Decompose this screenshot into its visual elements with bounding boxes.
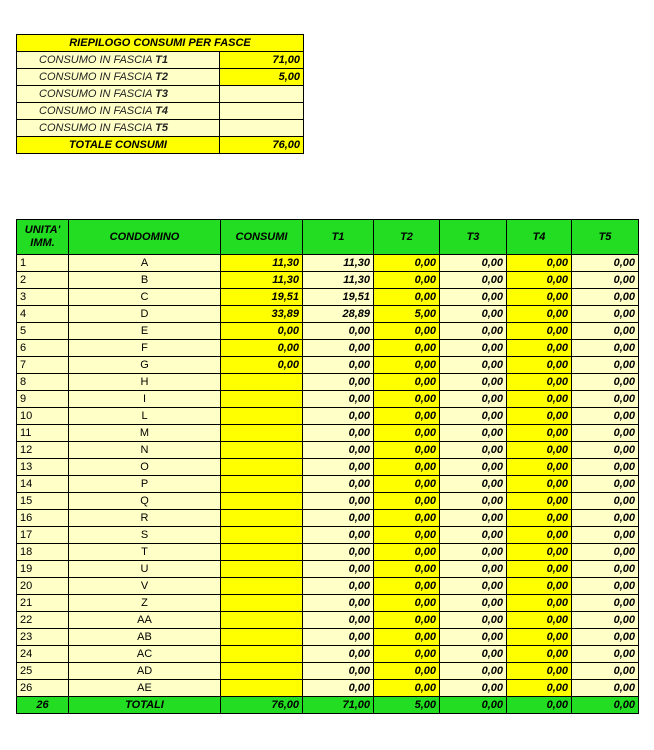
unit-cell: 25 xyxy=(17,663,69,680)
t1-cell: 0,00 xyxy=(303,561,374,578)
condomino-cell: F xyxy=(69,340,221,357)
unit-cell: 8 xyxy=(17,374,69,391)
summary-label-text: CONSUMO IN FASCIA xyxy=(39,121,153,134)
t5-cell: 0,00 xyxy=(572,289,639,306)
t4-cell: 0,00 xyxy=(507,425,572,442)
unit-cell: 26 xyxy=(17,680,69,697)
t4-cell: 0,00 xyxy=(507,391,572,408)
summary-table xyxy=(16,34,304,154)
t4-cell: 0,00 xyxy=(507,629,572,646)
consumi-cell: 33,89 xyxy=(221,306,303,323)
t3-cell: 0,00 xyxy=(440,646,507,663)
t2-cell: 0,00 xyxy=(374,629,440,646)
table-row xyxy=(17,289,639,306)
consumi-cell xyxy=(221,561,303,578)
t2-cell: 0,00 xyxy=(374,476,440,493)
consumi-cell xyxy=(221,493,303,510)
t3-cell: 0,00 xyxy=(440,323,507,340)
condomino-cell: C xyxy=(69,289,221,306)
t3-cell: 0,00 xyxy=(440,408,507,425)
t3-cell: 0,00 xyxy=(440,561,507,578)
unit-cell: 21 xyxy=(17,595,69,612)
t3-cell: 0,00 xyxy=(440,425,507,442)
t1-cell: 0,00 xyxy=(303,357,374,374)
t5-cell: 0,00 xyxy=(572,561,639,578)
t1-cell: 11,30 xyxy=(303,255,374,272)
t4-cell: 0,00 xyxy=(507,442,572,459)
unit-cell: 16 xyxy=(17,510,69,527)
t5-cell: 0,00 xyxy=(572,493,639,510)
summary-value xyxy=(220,120,304,137)
t3-cell: 0,00 xyxy=(440,578,507,595)
t5-cell: 0,00 xyxy=(572,323,639,340)
consumi-cell: 11,30 xyxy=(221,272,303,289)
consumi-cell: 0,00 xyxy=(221,340,303,357)
t1-cell: 0,00 xyxy=(303,323,374,340)
t1-cell: 0,00 xyxy=(303,493,374,510)
t2-cell: 0,00 xyxy=(374,595,440,612)
summary-label-text: CONSUMO IN FASCIA xyxy=(39,104,153,117)
unit-cell: 3 xyxy=(17,289,69,306)
t1-cell: 0,00 xyxy=(303,340,374,357)
unit-cell: 5 xyxy=(17,323,69,340)
t4-cell: 0,00 xyxy=(507,476,572,493)
totals-t5-cell: 0,00 xyxy=(572,697,639,714)
summary-row xyxy=(17,86,304,103)
totals-t1-cell: 71,00 xyxy=(303,697,374,714)
t4-cell: 0,00 xyxy=(507,578,572,595)
condomino-cell: G xyxy=(69,357,221,374)
t5-cell: 0,00 xyxy=(572,425,639,442)
t1-cell: 0,00 xyxy=(303,476,374,493)
consumi-cell xyxy=(221,663,303,680)
t1-cell: 19,51 xyxy=(303,289,374,306)
t1-cell: 0,00 xyxy=(303,510,374,527)
unit-cell: 10 xyxy=(17,408,69,425)
consumi-cell xyxy=(221,510,303,527)
unit-cell: 23 xyxy=(17,629,69,646)
table-row xyxy=(17,425,639,442)
table-row xyxy=(17,340,639,357)
summary-value xyxy=(220,86,304,103)
t4-cell: 0,00 xyxy=(507,374,572,391)
t5-cell: 0,00 xyxy=(572,510,639,527)
summary-total-row xyxy=(17,137,304,154)
table-row xyxy=(17,272,639,289)
totals-condomino-cell: TOTALI xyxy=(69,697,221,714)
consumi-cell xyxy=(221,527,303,544)
condomino-cell: R xyxy=(69,510,221,527)
table-row xyxy=(17,629,639,646)
consumi-cell xyxy=(221,680,303,697)
t4-cell: 0,00 xyxy=(507,408,572,425)
totals-consumi-cell: 76,00 xyxy=(221,697,303,714)
summary-row xyxy=(17,120,304,137)
unit-cell: 20 xyxy=(17,578,69,595)
summary-value: 5,00 xyxy=(220,69,304,86)
t5-cell: 0,00 xyxy=(572,680,639,697)
unit-cell: 11 xyxy=(17,425,69,442)
summary-label xyxy=(17,69,220,86)
condomino-cell: V xyxy=(69,578,221,595)
table-row xyxy=(17,476,639,493)
t3-cell: 0,00 xyxy=(440,595,507,612)
table-row xyxy=(17,680,639,697)
condomino-cell: E xyxy=(69,323,221,340)
t2-cell: 0,00 xyxy=(374,323,440,340)
unit-cell: 6 xyxy=(17,340,69,357)
column-header: T5 xyxy=(572,220,639,255)
unit-cell: 14 xyxy=(17,476,69,493)
consumi-cell xyxy=(221,646,303,663)
consumi-cell xyxy=(221,544,303,561)
totals-row xyxy=(17,697,639,714)
t1-cell: 0,00 xyxy=(303,595,374,612)
t3-cell: 0,00 xyxy=(440,493,507,510)
t2-cell: 0,00 xyxy=(374,663,440,680)
unit-cell: 15 xyxy=(17,493,69,510)
condomino-cell: I xyxy=(69,391,221,408)
consumi-cell xyxy=(221,391,303,408)
summary-value: 71,00 xyxy=(220,52,304,69)
t1-cell: 0,00 xyxy=(303,459,374,476)
column-header: T1 xyxy=(303,220,374,255)
condomino-cell: N xyxy=(69,442,221,459)
summary-fascia: T4 xyxy=(155,104,168,117)
t5-cell: 0,00 xyxy=(572,272,639,289)
summary-label-text: CONSUMO IN FASCIA xyxy=(39,87,153,100)
consumi-cell xyxy=(221,459,303,476)
t2-cell: 0,00 xyxy=(374,272,440,289)
condomino-cell: AC xyxy=(69,646,221,663)
table-row xyxy=(17,544,639,561)
t4-cell: 0,00 xyxy=(507,323,572,340)
unit-cell: 12 xyxy=(17,442,69,459)
summary-fascia: T5 xyxy=(155,121,168,134)
t3-cell: 0,00 xyxy=(440,459,507,476)
condomino-cell: H xyxy=(69,374,221,391)
condomino-cell: M xyxy=(69,425,221,442)
table-row xyxy=(17,527,639,544)
table-row xyxy=(17,374,639,391)
consumi-cell: 19,51 xyxy=(221,289,303,306)
condomino-cell: Z xyxy=(69,595,221,612)
t5-cell: 0,00 xyxy=(572,391,639,408)
summary-total-value: 76,00 xyxy=(220,137,304,154)
table-row xyxy=(17,391,639,408)
t4-cell: 0,00 xyxy=(507,493,572,510)
t1-cell: 0,00 xyxy=(303,391,374,408)
condomino-cell: AA xyxy=(69,612,221,629)
consumi-cell xyxy=(221,629,303,646)
t5-cell: 0,00 xyxy=(572,595,639,612)
condomino-cell: AE xyxy=(69,680,221,697)
t4-cell: 0,00 xyxy=(507,561,572,578)
t2-cell: 0,00 xyxy=(374,374,440,391)
t3-cell: 0,00 xyxy=(440,357,507,374)
unit-cell: 17 xyxy=(17,527,69,544)
table-row xyxy=(17,612,639,629)
t2-cell: 0,00 xyxy=(374,578,440,595)
t2-cell: 0,00 xyxy=(374,357,440,374)
t5-cell: 0,00 xyxy=(572,357,639,374)
column-header: CONDOMINO xyxy=(69,220,221,255)
unit-cell: 1 xyxy=(17,255,69,272)
table-row xyxy=(17,578,639,595)
t5-cell: 0,00 xyxy=(572,629,639,646)
column-header: T4 xyxy=(507,220,572,255)
t3-cell: 0,00 xyxy=(440,629,507,646)
condomino-cell: B xyxy=(69,272,221,289)
unit-cell: 24 xyxy=(17,646,69,663)
t3-cell: 0,00 xyxy=(440,272,507,289)
t2-cell: 0,00 xyxy=(374,527,440,544)
consumi-cell: 11,30 xyxy=(221,255,303,272)
table-row xyxy=(17,663,639,680)
t1-cell: 0,00 xyxy=(303,544,374,561)
t5-cell: 0,00 xyxy=(572,663,639,680)
t3-cell: 0,00 xyxy=(440,510,507,527)
t4-cell: 0,00 xyxy=(507,680,572,697)
unit-cell: 7 xyxy=(17,357,69,374)
t2-cell: 0,00 xyxy=(374,425,440,442)
summary-value xyxy=(220,103,304,120)
t3-cell: 0,00 xyxy=(440,391,507,408)
summary-title: RIEPILOGO CONSUMI PER FASCE xyxy=(17,35,304,52)
t1-cell: 11,30 xyxy=(303,272,374,289)
table-row xyxy=(17,357,639,374)
totals-t2-cell: 5,00 xyxy=(374,697,440,714)
t4-cell: 0,00 xyxy=(507,306,572,323)
unit-cell: 4 xyxy=(17,306,69,323)
summary-fascia: T3 xyxy=(155,87,168,100)
t4-cell: 0,00 xyxy=(507,646,572,663)
condomino-cell: L xyxy=(69,408,221,425)
t5-cell: 0,00 xyxy=(572,578,639,595)
consumption-table xyxy=(16,219,639,714)
t3-cell: 0,00 xyxy=(440,544,507,561)
t5-cell: 0,00 xyxy=(572,408,639,425)
t2-cell: 0,00 xyxy=(374,561,440,578)
t5-cell: 0,00 xyxy=(572,374,639,391)
unit-cell: 9 xyxy=(17,391,69,408)
t1-cell: 0,00 xyxy=(303,578,374,595)
t2-cell: 0,00 xyxy=(374,510,440,527)
t2-cell: 0,00 xyxy=(374,612,440,629)
table-row xyxy=(17,408,639,425)
condomino-cell: P xyxy=(69,476,221,493)
t2-cell: 0,00 xyxy=(374,680,440,697)
t2-cell: 0,00 xyxy=(374,255,440,272)
t3-cell: 0,00 xyxy=(440,612,507,629)
t3-cell: 0,00 xyxy=(440,680,507,697)
t4-cell: 0,00 xyxy=(507,255,572,272)
t5-cell: 0,00 xyxy=(572,255,639,272)
table-row xyxy=(17,561,639,578)
t4-cell: 0,00 xyxy=(507,357,572,374)
totals-t3-cell: 0,00 xyxy=(440,697,507,714)
consumi-cell xyxy=(221,612,303,629)
t1-cell: 0,00 xyxy=(303,408,374,425)
t3-cell: 0,00 xyxy=(440,527,507,544)
t1-cell: 0,00 xyxy=(303,442,374,459)
t4-cell: 0,00 xyxy=(507,663,572,680)
table-row xyxy=(17,442,639,459)
summary-row xyxy=(17,52,304,69)
consumi-cell xyxy=(221,578,303,595)
condomino-cell: AB xyxy=(69,629,221,646)
table-row xyxy=(17,510,639,527)
t4-cell: 0,00 xyxy=(507,612,572,629)
t1-cell: 0,00 xyxy=(303,612,374,629)
t3-cell: 0,00 xyxy=(440,442,507,459)
consumi-cell xyxy=(221,442,303,459)
t3-cell: 0,00 xyxy=(440,306,507,323)
condomino-cell: D xyxy=(69,306,221,323)
unit-cell: 2 xyxy=(17,272,69,289)
consumi-cell xyxy=(221,425,303,442)
t5-cell: 0,00 xyxy=(572,442,639,459)
column-header: T3 xyxy=(440,220,507,255)
t2-cell: 5,00 xyxy=(374,306,440,323)
unit-cell: 18 xyxy=(17,544,69,561)
column-header: CONSUMI xyxy=(221,220,303,255)
t1-cell: 0,00 xyxy=(303,374,374,391)
t4-cell: 0,00 xyxy=(507,595,572,612)
t4-cell: 0,00 xyxy=(507,272,572,289)
consumi-cell xyxy=(221,476,303,493)
summary-label-text: CONSUMO IN FASCIA xyxy=(39,70,153,83)
table-row xyxy=(17,646,639,663)
t5-cell: 0,00 xyxy=(572,612,639,629)
t3-cell: 0,00 xyxy=(440,476,507,493)
table-row xyxy=(17,255,639,272)
t3-cell: 0,00 xyxy=(440,663,507,680)
t5-cell: 0,00 xyxy=(572,527,639,544)
t1-cell: 0,00 xyxy=(303,663,374,680)
column-header: T2 xyxy=(374,220,440,255)
table-row xyxy=(17,493,639,510)
t3-cell: 0,00 xyxy=(440,255,507,272)
condomino-cell: A xyxy=(69,255,221,272)
totals-t4-cell: 0,00 xyxy=(507,697,572,714)
t1-cell: 28,89 xyxy=(303,306,374,323)
condomino-cell: U xyxy=(69,561,221,578)
t2-cell: 0,00 xyxy=(374,391,440,408)
t2-cell: 0,00 xyxy=(374,544,440,561)
summary-label xyxy=(17,120,220,137)
summary-label-text: CONSUMO IN FASCIA xyxy=(39,53,153,66)
t3-cell: 0,00 xyxy=(440,374,507,391)
t1-cell: 0,00 xyxy=(303,646,374,663)
t5-cell: 0,00 xyxy=(572,646,639,663)
condomino-cell: O xyxy=(69,459,221,476)
table-row xyxy=(17,306,639,323)
t2-cell: 0,00 xyxy=(374,340,440,357)
t5-cell: 0,00 xyxy=(572,340,639,357)
t4-cell: 0,00 xyxy=(507,459,572,476)
t1-cell: 0,00 xyxy=(303,425,374,442)
consumi-cell xyxy=(221,408,303,425)
consumi-cell: 0,00 xyxy=(221,357,303,374)
unit-cell: 19 xyxy=(17,561,69,578)
t2-cell: 0,00 xyxy=(374,442,440,459)
t4-cell: 0,00 xyxy=(507,544,572,561)
t1-cell: 0,00 xyxy=(303,680,374,697)
table-row xyxy=(17,459,639,476)
totals-unit-cell: 26 xyxy=(17,697,69,714)
summary-fascia: T1 xyxy=(155,53,168,66)
condomino-cell: Q xyxy=(69,493,221,510)
t5-cell: 0,00 xyxy=(572,476,639,493)
summary-total-label: TOTALE CONSUMI xyxy=(17,137,220,154)
t2-cell: 0,00 xyxy=(374,459,440,476)
t5-cell: 0,00 xyxy=(572,544,639,561)
table-row xyxy=(17,595,639,612)
t2-cell: 0,00 xyxy=(374,646,440,663)
table-header-row xyxy=(17,220,639,255)
consumi-cell: 0,00 xyxy=(221,323,303,340)
t4-cell: 0,00 xyxy=(507,527,572,544)
t3-cell: 0,00 xyxy=(440,289,507,306)
summary-row xyxy=(17,69,304,86)
condomino-cell: S xyxy=(69,527,221,544)
unit-cell: 22 xyxy=(17,612,69,629)
t3-cell: 0,00 xyxy=(440,340,507,357)
consumi-cell xyxy=(221,595,303,612)
column-header: UNITA' IMM. xyxy=(17,220,69,255)
t2-cell: 0,00 xyxy=(374,408,440,425)
summary-label xyxy=(17,52,220,69)
summary-label xyxy=(17,103,220,120)
t1-cell: 0,00 xyxy=(303,629,374,646)
t5-cell: 0,00 xyxy=(572,306,639,323)
table-row xyxy=(17,323,639,340)
consumi-cell xyxy=(221,374,303,391)
t4-cell: 0,00 xyxy=(507,340,572,357)
summary-label xyxy=(17,86,220,103)
unit-cell: 13 xyxy=(17,459,69,476)
t2-cell: 0,00 xyxy=(374,289,440,306)
t4-cell: 0,00 xyxy=(507,510,572,527)
summary-fascia: T2 xyxy=(155,70,168,83)
t5-cell: 0,00 xyxy=(572,459,639,476)
t2-cell: 0,00 xyxy=(374,493,440,510)
condomino-cell: T xyxy=(69,544,221,561)
condomino-cell: AD xyxy=(69,663,221,680)
t1-cell: 0,00 xyxy=(303,527,374,544)
t4-cell: 0,00 xyxy=(507,289,572,306)
summary-row xyxy=(17,103,304,120)
